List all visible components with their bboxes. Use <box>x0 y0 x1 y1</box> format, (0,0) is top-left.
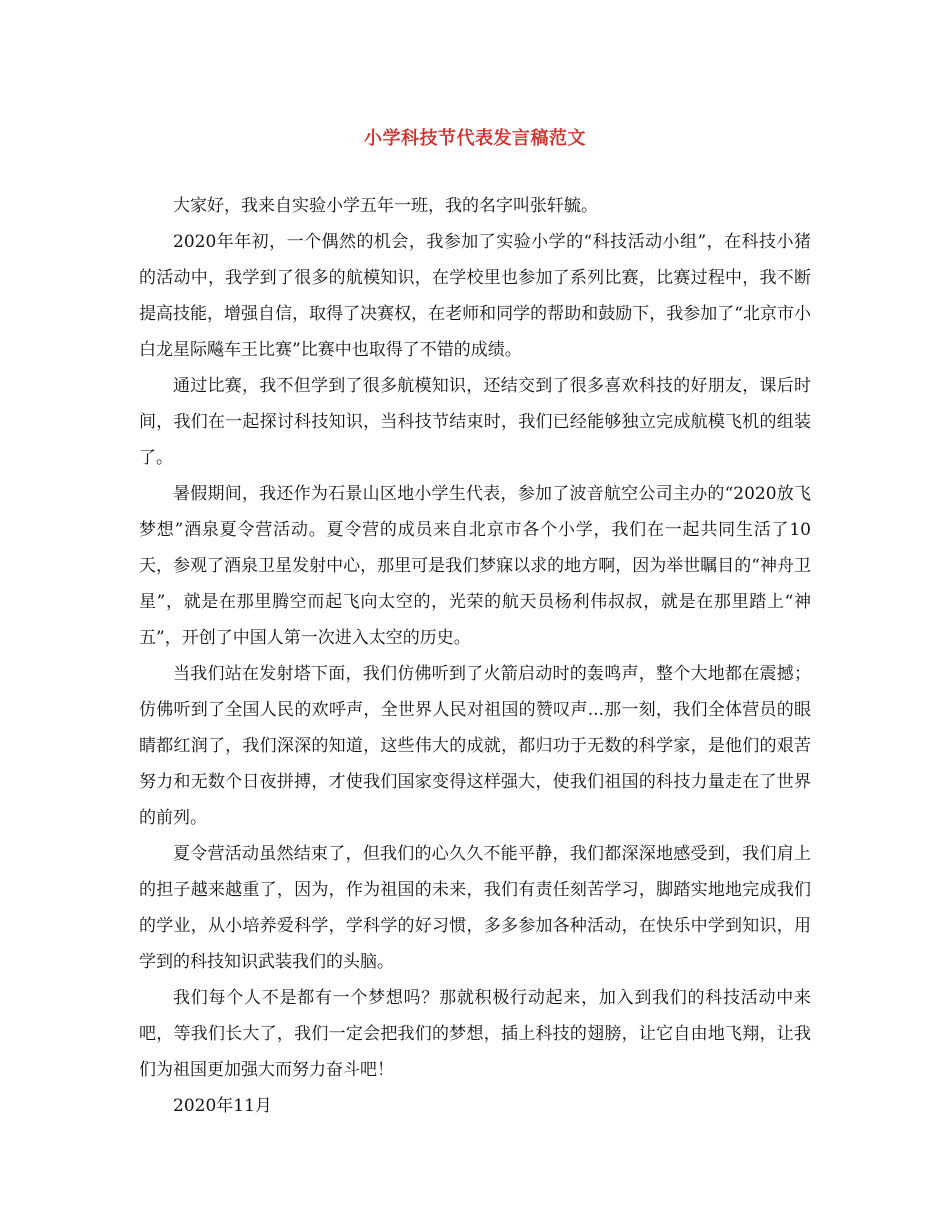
document-body <box>139 188 811 1124</box>
paragraph-launch-tower: 当我们站在发射塔下面，我们仿佛听到了火箭启动时的轰鸣声，整个大地都在震撼；仿佛听到了全国人民的欢呼声，全世界人民对祖国的赞叹声...那一刻，我们全体营员的眼睛都红润了，我们深深的知道，这些伟大的成就，都归功于无数的科学家，是他们的艰苦努力和无数个日夜拼搏，才使我们国家变得这样强大，使我们祖国的科技力量走在了世界的前列。 <box>139 664 811 828</box>
document-title: 小学科技节代表发言稿范文 <box>364 128 586 149</box>
paragraph-summer-camp: 暑假期间，我还作为石景山区地小学生代表，参加了波音航空公司主办的“2020放飞梦想”酒泉夏令营活动。夏令营的成员来自北京市各个小学，我们在一起共同生活了10天，参观了酒泉卫星发射中心，那里可是我们梦寐以求的地方啊，因为举世瞩目的“神舟卫星”，就是在那里腾空而起飞向太空的，光荣的航天员杨利伟叔叔，就是在那里踏上“神五”，开创了中国人第一次进入太空的历史。 <box>139 484 811 648</box>
paragraph-tech-group: 2020年年初，一个偶然的机会，我参加了实验小学的“科技活动小组”，在科技小猪的活动中，我学到了很多的航模知识，在学校里也参加了系列比赛，比赛过程中，我不断提高技能，增强自信，取得了决赛权，在老师和同学的帮助和鼓励下，我参加了“北京市小白龙星际飚车王比赛”比赛中也取得了不错的成绩。 <box>139 232 811 360</box>
paragraph-competition: 通过比赛，我不但学到了很多航模知识，还结交到了很多喜欢科技的好朋友，课后时间，我们在一起探讨科技知识，当科技节结束时，我们已经能够独立完成航模飞机的组装了。 <box>139 376 811 468</box>
paragraph-responsibility: 夏令营活动虽然结束了，但我们的心久久不能平静，我们都深深地感受到，我们肩上的担子越来越重了，因为，作为祖国的未来，我们有责任刻苦学习，脚踏实地地完成我们的学业，从小培养爱科学，学科学的好习惯，多多参加各种活动，在快乐中学到知识，用学到的科技知识武装我们的头脑。 <box>139 844 811 972</box>
document-date: 2020年11月 <box>173 1096 272 1116</box>
paragraph-greeting: 大家好，我来自实验小学五年一班，我的名字叫张轩毓。 <box>173 196 598 216</box>
paragraph-dream: 我们每个人不是都有一个梦想吗？那就积极行动起来，加入到我们的科技活动中来吧，等我们长大了，我们一定会把我们的梦想，插上科技的翅膀，让它自由地飞翔，让我们为祖国更加强大而努力奋斗吧！ <box>139 988 811 1080</box>
